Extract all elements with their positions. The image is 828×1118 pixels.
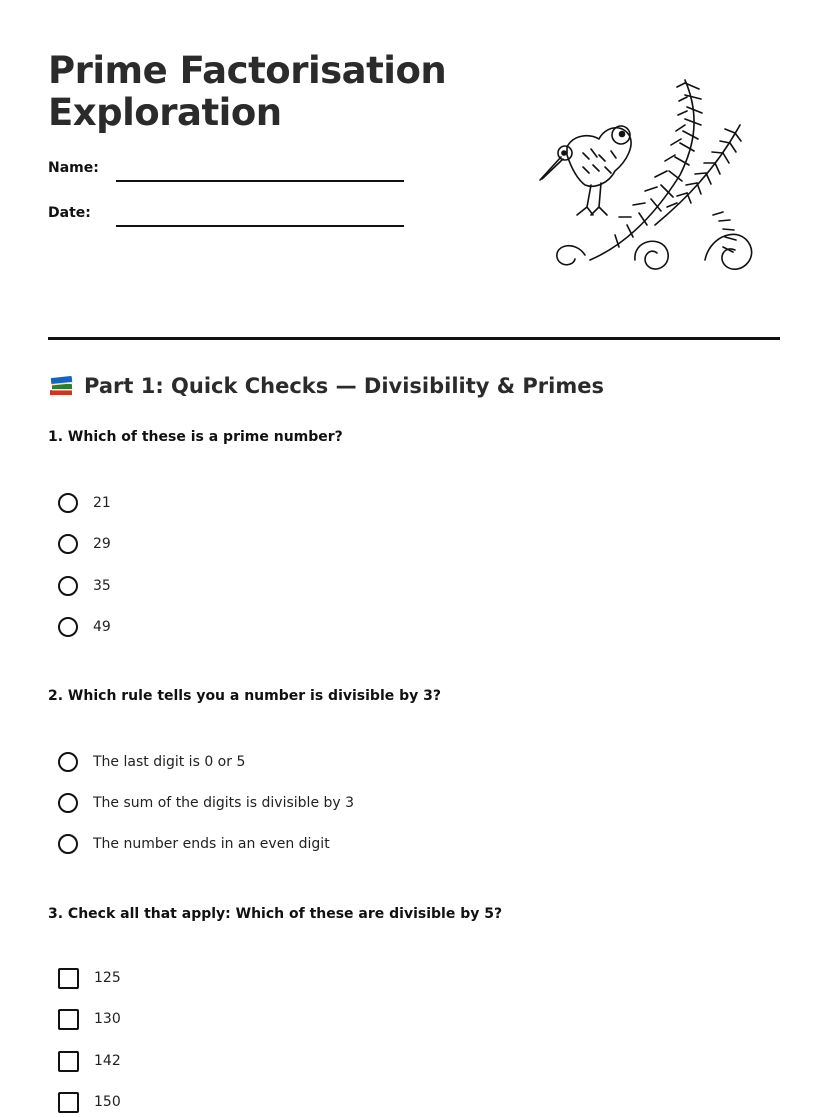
option-label: 130 [94, 1011, 121, 1027]
q2-option-sum-of-digits[interactable] [58, 791, 354, 815]
name-label: Name: [48, 160, 99, 176]
radio-button[interactable] [58, 576, 78, 596]
books-icon [48, 373, 74, 399]
q3-option-150[interactable] [58, 1090, 121, 1114]
radio-button[interactable] [58, 493, 78, 513]
kiwi-bird-and-fern-icon [535, 75, 755, 290]
q1-option-49[interactable] [58, 615, 111, 639]
question-1: 1. Which of these is a prime number? [48, 429, 343, 445]
worksheet-title [48, 50, 446, 134]
date-field[interactable] [116, 225, 404, 227]
q1-option-21[interactable] [58, 491, 111, 515]
option-label: 150 [94, 1094, 121, 1110]
title-line-1: Prime Factorisation [48, 49, 447, 92]
option-label: The sum of the digits is divisible by 3 [93, 795, 355, 811]
date-label: Date: [48, 205, 91, 221]
part-1-heading [48, 373, 604, 399]
radio-button[interactable] [58, 534, 78, 554]
radio-button[interactable] [58, 617, 78, 637]
q1-option-29[interactable] [58, 532, 111, 556]
option-label: The last digit is 0 or 5 [93, 754, 246, 770]
checkbox[interactable] [58, 1051, 79, 1072]
radio-button[interactable] [58, 752, 78, 772]
title-line-2: Exploration [48, 91, 282, 134]
q3-option-142[interactable] [58, 1049, 121, 1073]
q2-option-even-digit[interactable] [58, 832, 330, 856]
option-label: 35 [93, 578, 111, 594]
checkbox[interactable] [58, 1009, 79, 1030]
radio-button[interactable] [58, 834, 78, 854]
option-label: 142 [94, 1053, 121, 1069]
name-field[interactable] [116, 180, 404, 182]
option-label: The number ends in an even digit [93, 836, 330, 852]
question-3: 3. Check all that apply: Which of these are divisible by 5? [48, 906, 503, 922]
section-divider [48, 337, 780, 340]
q1-option-35[interactable] [58, 574, 111, 598]
question-2: 2. Which rule tells you a number is divisible by 3? [48, 688, 441, 704]
q3-option-130[interactable] [58, 1007, 121, 1031]
q3-option-125[interactable] [58, 966, 121, 990]
checkbox[interactable] [58, 1092, 79, 1113]
option-label: 125 [94, 970, 121, 986]
part-1-title: Part 1: Quick Checks — Divisibility & Primes [84, 374, 604, 398]
q2-option-last-digit[interactable] [58, 750, 245, 774]
option-label: 49 [93, 619, 111, 635]
option-label: 29 [93, 536, 111, 552]
checkbox[interactable] [58, 968, 79, 989]
radio-button[interactable] [58, 793, 78, 813]
option-label: 21 [93, 495, 111, 511]
